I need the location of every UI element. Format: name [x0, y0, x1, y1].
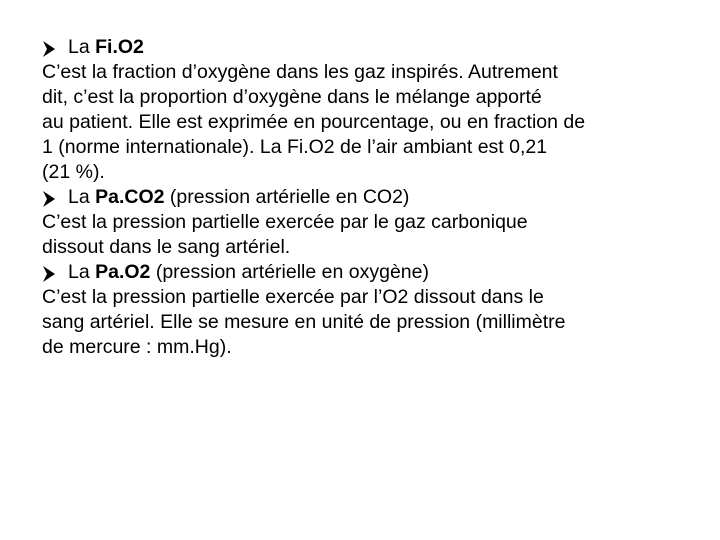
arrowhead-bullet-icon	[42, 190, 56, 208]
paragraph-line: sang artériel. Elle se mesure en unité de pression (millimètre	[42, 311, 566, 333]
heading-term: Pa.O2	[95, 261, 151, 283]
section-heading-pao2	[42, 260, 682, 285]
heading-suffix: (pression artérielle en CO2)	[164, 186, 410, 208]
paragraph-line: dit, c’est la proportion d’oxygène dans le mélange apporté	[42, 86, 542, 108]
heading-prefix: La	[68, 261, 96, 283]
arrowhead-bullet-icon	[42, 265, 56, 283]
paragraph-line: dissout dans le sang artériel.	[42, 236, 291, 258]
paragraph-line: 1 (norme internationale). La Fi.O2 de l’air ambiant est 0,21	[42, 136, 548, 158]
paragraph-line: C’est la pression partielle exercée par le gaz carbonique	[42, 211, 528, 233]
slide-content	[42, 35, 682, 360]
heading-prefix: La	[68, 36, 96, 58]
paragraph-line: (21 %).	[42, 161, 105, 183]
heading-prefix: La	[68, 186, 96, 208]
paragraph-line: au patient. Elle est exprimée en pourcentage, ou en fraction de	[42, 111, 586, 133]
heading-suffix: (pression artérielle en oxygène)	[150, 261, 429, 283]
section-heading-fio2	[42, 35, 682, 60]
heading-term: Pa.CO2	[95, 186, 165, 208]
arrowhead-bullet-icon	[42, 40, 56, 58]
section-heading-paco2	[42, 185, 682, 210]
paragraph-line: de mercure : mm.Hg).	[42, 336, 232, 358]
paragraph-line: C’est la pression partielle exercée par l’O2 dissout dans le	[42, 286, 544, 308]
paragraph-line: C’est la fraction d’oxygène dans les gaz inspirés. Autrement	[42, 61, 558, 83]
heading-term: Fi.O2	[95, 36, 144, 58]
